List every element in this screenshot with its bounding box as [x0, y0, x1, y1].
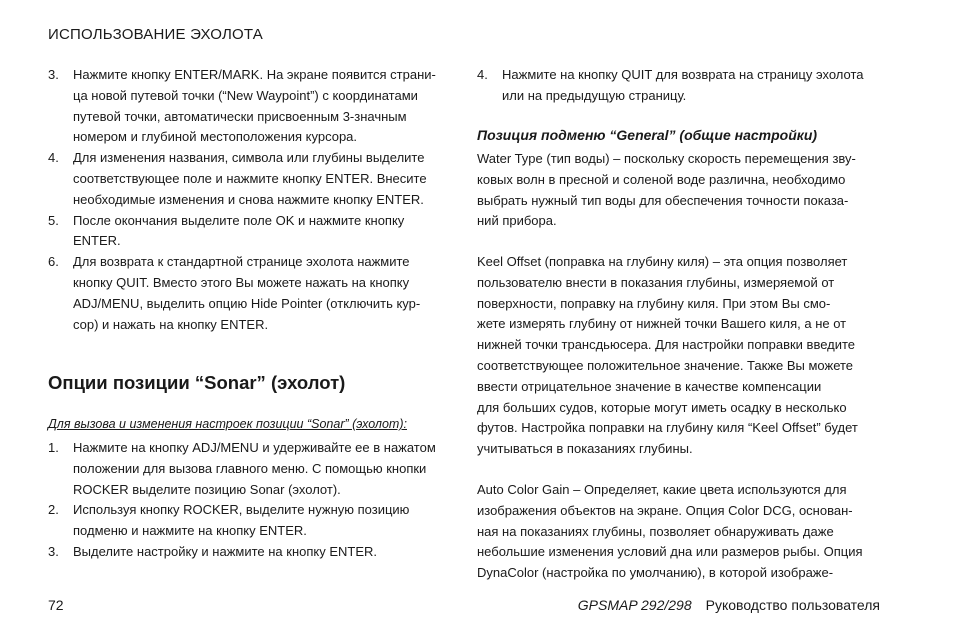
list-item	[48, 438, 458, 500]
list-item-number: 2.	[48, 502, 59, 518]
text-line: выбрать нужный тип воды для обеспечения точности показа-	[477, 192, 849, 208]
keel-offset-paragraph	[477, 252, 887, 460]
text-line: Для возврата к стандартной странице эхолота нажмите	[73, 254, 410, 270]
text-line: Выделите настройку и нажмите на кнопку ENTER.	[73, 543, 378, 559]
list-item-text	[73, 252, 458, 335]
text-line: подменю и нажмите на кнопку ENTER.	[73, 523, 307, 539]
text-line: поверхности, поправку на глубину киля. При этом Вы смо-	[477, 295, 831, 311]
general-title: Позиция подменю “General” (общие настройки)	[477, 127, 818, 143]
text-line: соответствующее поле и нажмите кнопку ENTER. Внесите	[73, 170, 427, 186]
list-item-text	[73, 542, 458, 563]
text-line: ний прибора.	[477, 213, 557, 229]
list-item-text	[73, 148, 458, 210]
text-line: ADJ/MENU, выделить опцию Hide Pointer (отключить кур-	[73, 295, 421, 311]
list-item-number: 5.	[48, 212, 59, 228]
list-item	[48, 542, 458, 563]
text-line: Нажмите на кнопку QUIT для возврата на страницу эхолота	[502, 67, 864, 82]
list-item-text	[73, 65, 458, 148]
text-line: путевой точки, автоматически присвоенным 3-значным	[73, 108, 407, 124]
right-step-4	[477, 65, 887, 107]
footer-guide: Руководство пользователя	[705, 597, 880, 613]
text-line: Используя кнопку ROCKER, выделите нужную позицию	[73, 502, 410, 518]
text-line: Нажмите кнопку ENTER/MARK. На экране появится страни-	[73, 67, 436, 82]
list-item-text	[73, 211, 458, 253]
text-line: небольшие изменения условий дна или размеров рыбы. Опция	[477, 544, 863, 560]
list-item-text	[73, 438, 458, 500]
page-number: 72	[48, 597, 64, 613]
text-line: ROCKER выделите позицию Sonar (эхолот).	[73, 481, 341, 497]
text-line: ENTER.	[73, 233, 121, 249]
list-item-text	[502, 65, 887, 107]
text-line: Нажмите на кнопку ADJ/MENU и удерживайте ее в нажатом	[73, 440, 436, 455]
text-line: ная на показаниях глубины, позволяет обнаруживать даже	[477, 523, 834, 539]
list-item-number: 3.	[48, 543, 59, 559]
text-line: кнопку QUIT. Вместо этого Вы можете нажать на кнопку	[73, 274, 410, 290]
text-line: нижней точки трансдьюсера. Для настройки поправки введите	[477, 337, 856, 353]
text-line: или на предыдущую страницу.	[502, 87, 687, 103]
text-line: футов. Настройка поправки на глубину киля “Keel Offset” будет	[477, 420, 858, 436]
auto-color-paragraph	[477, 480, 887, 584]
text-line: сор) и нажать на кнопку ENTER.	[73, 316, 269, 332]
list-item	[477, 65, 887, 107]
list-item	[48, 252, 458, 335]
list-item-number: 3.	[48, 67, 59, 82]
text-line: Water Type (тип воды) – поскольку скорость перемещения зву-	[477, 151, 856, 166]
section-subheading: Для вызова и изменения настроек позиции “Sonar” (эхолот):	[48, 417, 407, 431]
page-header: ИСПОЛЬЗОВАНИЕ ЭХОЛОТА	[48, 26, 263, 43]
text-line: номером и глубиной местоположения курсора.	[73, 129, 358, 145]
list-item-number: 4.	[48, 150, 59, 166]
list-item	[48, 65, 458, 148]
text-line: Keel Offset (поправка на глубину киля) – эта опция позволяет	[477, 254, 848, 269]
text-line: Для изменения названия, символа или глубины выделите	[73, 150, 425, 166]
text-line: Auto Color Gain – Определяет, какие цвета используются для	[477, 482, 847, 497]
list-item-number: 6.	[48, 254, 59, 270]
text-line: изображения объектов на экране. Опция Color DCG, основан-	[477, 502, 853, 518]
text-line: пользователю внести в показания глубины, измеряемой от	[477, 274, 835, 290]
footer-model: GPSMAP 292/298	[577, 597, 692, 613]
list-item-text	[73, 500, 458, 542]
text-line: учитываться в показаниях глубины.	[477, 441, 693, 457]
text-line: соответствующее положительное значение. Также Вы можете	[477, 357, 854, 373]
text-line: ца новой путевой точки (“New Waypoint”) с координатами	[73, 87, 418, 103]
footer-title	[578, 597, 880, 613]
section-title: Опции позиции “Sonar” (эхолот)	[48, 372, 346, 393]
left-steps	[48, 65, 458, 335]
text-line: жете измерять глубину от нижней точки Вашего киля, а не от	[477, 316, 847, 332]
text-line: положении для вызова главного меню. С помощью кнопки	[73, 460, 427, 476]
list-item	[48, 500, 458, 542]
list-item-number: 4.	[477, 67, 488, 82]
text-line: ввести отрицательное значение в качестве компенсации	[477, 378, 822, 394]
text-line: для больших судов, которые могут иметь осадку в несколько	[477, 399, 847, 415]
list-item-number: 1.	[48, 440, 59, 455]
text-line: DynaColor (настройка по умолчанию), в которой изображе-	[477, 565, 834, 581]
water-type-paragraph	[477, 149, 887, 232]
list-item	[48, 148, 458, 210]
text-line: ковых волн в пресной и соленой воде различна, необходимо	[477, 171, 846, 187]
text-line: После окончания выделите поле OK и нажмите кнопку	[73, 212, 405, 228]
sonar-steps	[48, 438, 458, 563]
text-line: необходимые изменения и снова нажмите кнопку ENTER.	[73, 191, 424, 207]
list-item	[48, 211, 458, 253]
